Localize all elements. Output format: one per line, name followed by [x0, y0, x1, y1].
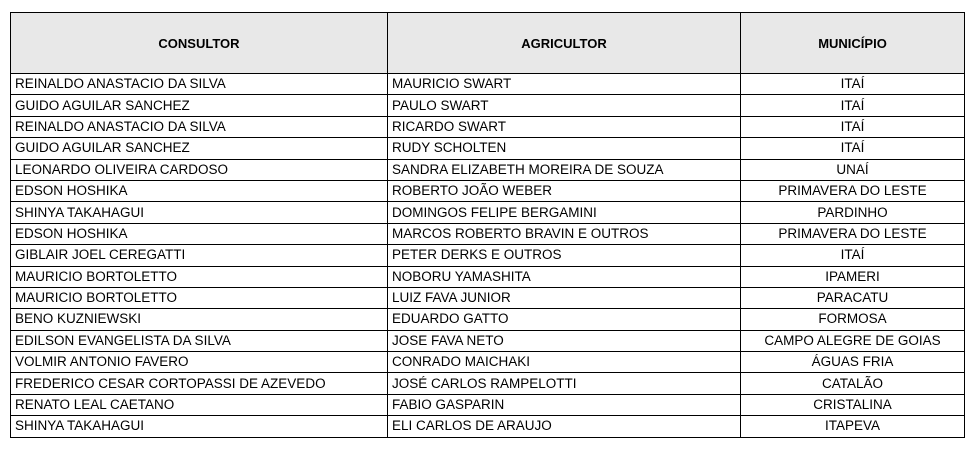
table-row [11, 138, 965, 159]
table-row [11, 245, 965, 266]
cell-agricultor: EDUARDO GATTO [388, 309, 741, 330]
table-row [11, 309, 965, 330]
cell-municipio: IPAMERI [741, 266, 965, 287]
cell-consultor: LEONARDO OLIVEIRA CARDOSO [11, 159, 388, 180]
table-row [11, 373, 965, 394]
cell-agricultor: JOSÉ CARLOS RAMPELOTTI [388, 373, 741, 394]
cell-consultor: SHINYA TAKAHAGUI [11, 202, 388, 223]
table-row [11, 416, 965, 437]
table-row [11, 74, 965, 95]
table-row [11, 330, 965, 351]
cell-agricultor: RICARDO SWART [388, 116, 741, 137]
table-header [11, 13, 965, 74]
cell-municipio: PRIMAVERA DO LESTE [741, 223, 965, 244]
cell-agricultor: FABIO GASPARIN [388, 394, 741, 415]
cell-municipio: FORMOSA [741, 309, 965, 330]
cell-municipio: UNAÍ [741, 159, 965, 180]
table-row [11, 95, 965, 116]
cell-agricultor: ROBERTO JOÃO WEBER [388, 180, 741, 201]
header-agricultor: AGRICULTOR [388, 13, 741, 74]
header-municipio: MUNICÍPIO [741, 13, 965, 74]
cell-municipio: PRIMAVERA DO LESTE [741, 180, 965, 201]
table-row [11, 352, 965, 373]
cell-municipio: PARACATU [741, 287, 965, 308]
cell-consultor: FREDERICO CESAR CORTOPASSI DE AZEVEDO [11, 373, 388, 394]
cell-agricultor: MAURICIO SWART [388, 74, 741, 95]
cell-municipio: ITAÍ [741, 245, 965, 266]
cell-municipio: ITAÍ [741, 116, 965, 137]
cell-agricultor: JOSE FAVA NETO [388, 330, 741, 351]
cell-consultor: GUIDO AGUILAR SANCHEZ [11, 95, 388, 116]
table-row [11, 394, 965, 415]
cell-agricultor: ELI CARLOS DE ARAUJO [388, 416, 741, 437]
table-body [11, 74, 965, 438]
cell-agricultor: LUIZ FAVA JUNIOR [388, 287, 741, 308]
cell-municipio: PARDINHO [741, 202, 965, 223]
cell-municipio: CRISTALINA [741, 394, 965, 415]
cell-agricultor: CONRADO MAICHAKI [388, 352, 741, 373]
cell-consultor: REINALDO ANASTACIO DA SILVA [11, 116, 388, 137]
cell-agricultor: DOMINGOS FELIPE BERGAMINI [388, 202, 741, 223]
cell-agricultor: MARCOS ROBERTO BRAVIN E OUTROS [388, 223, 741, 244]
cell-agricultor: PETER DERKS E OUTROS [388, 245, 741, 266]
cell-agricultor: RUDY SCHOLTEN [388, 138, 741, 159]
cell-municipio: CAMPO ALEGRE DE GOIAS [741, 330, 965, 351]
cell-consultor: EDILSON EVANGELISTA DA SILVA [11, 330, 388, 351]
cell-municipio: ITAÍ [741, 74, 965, 95]
consultant-farmer-table [10, 12, 965, 438]
table-row [11, 266, 965, 287]
cell-municipio: ITAPEVA [741, 416, 965, 437]
cell-consultor: GIBLAIR JOEL CEREGATTI [11, 245, 388, 266]
cell-consultor: BENO KUZNIEWSKI [11, 309, 388, 330]
cell-agricultor: NOBORU YAMASHITA [388, 266, 741, 287]
cell-consultor: VOLMIR ANTONIO FAVERO [11, 352, 388, 373]
table-row [11, 287, 965, 308]
table-row [11, 159, 965, 180]
cell-municipio: ITAÍ [741, 95, 965, 116]
cell-municipio: ÁGUAS FRIA [741, 352, 965, 373]
cell-consultor: REINALDO ANASTACIO DA SILVA [11, 74, 388, 95]
cell-agricultor: PAULO SWART [388, 95, 741, 116]
cell-municipio: ITAÍ [741, 138, 965, 159]
cell-consultor: GUIDO AGUILAR SANCHEZ [11, 138, 388, 159]
cell-agricultor: SANDRA ELIZABETH MOREIRA DE SOUZA [388, 159, 741, 180]
cell-consultor: SHINYA TAKAHAGUI [11, 416, 388, 437]
table-row [11, 116, 965, 137]
cell-consultor: EDSON HOSHIKA [11, 223, 388, 244]
cell-consultor: MAURICIO BORTOLETTO [11, 287, 388, 308]
header-row [11, 13, 965, 74]
cell-municipio: CATALÃO [741, 373, 965, 394]
cell-consultor: RENATO LEAL CAETANO [11, 394, 388, 415]
table-row [11, 202, 965, 223]
cell-consultor: MAURICIO BORTOLETTO [11, 266, 388, 287]
cell-consultor: EDSON HOSHIKA [11, 180, 388, 201]
header-consultor: CONSULTOR [11, 13, 388, 74]
table-row [11, 180, 965, 201]
table-row [11, 223, 965, 244]
